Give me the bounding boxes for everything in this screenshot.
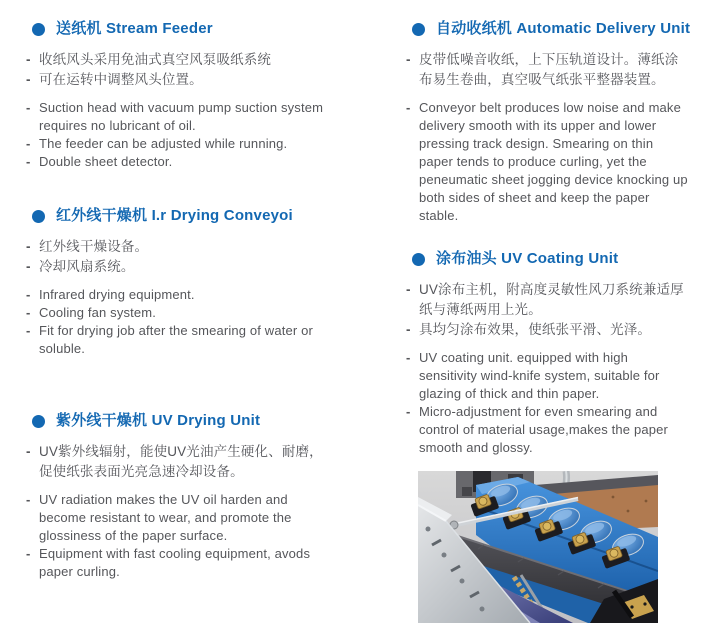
bullet-icon (32, 23, 45, 36)
section-automatic-delivery-unit (406, 20, 691, 225)
section-header (32, 207, 326, 225)
list-item: - UV coating unit. equipped with high sensitivity wind-knife system, suitable for glazing of thick and thin paper. (406, 350, 660, 401)
list-item: - Double sheet detector. (26, 154, 173, 169)
chinese-item-list (406, 280, 688, 340)
dash-marker: - (406, 52, 411, 67)
dash-marker: - (26, 287, 31, 302)
section-stream-feeder (26, 20, 326, 171)
list-item: - Fit for drying job after the smearing of water or soluble. (26, 323, 313, 356)
dash-marker: - (26, 136, 31, 151)
machine-photo (418, 471, 658, 623)
bullet-icon (412, 253, 425, 266)
list-item: - 红外线干燥设备。 (26, 237, 326, 257)
list-item: - 可在运转中调整风头位置。 (26, 70, 326, 90)
section-header (412, 20, 691, 38)
list-item: - 具均匀涂布效果，使纸张平滑、光泽。 (406, 320, 688, 340)
dash-marker: - (26, 52, 31, 67)
list-item: - The feeder can be adjusted while running. (26, 136, 288, 151)
dash-marker: - (26, 239, 31, 254)
list-item: - Equipment with fast cooling equipment, avods paper curling. (26, 546, 311, 579)
left-column (26, 12, 326, 618)
dash-marker: - (26, 72, 31, 87)
chinese-item-list (406, 50, 688, 90)
dash-marker: - (26, 546, 31, 561)
dash-marker: - (26, 154, 31, 169)
english-item-list (26, 491, 326, 581)
dash-marker: - (406, 100, 411, 115)
bullet-icon (412, 23, 425, 36)
section-ir-drying-conveyor (26, 207, 326, 358)
english-item-list (406, 99, 688, 225)
bullet-icon (32, 415, 45, 428)
section-uv-coating-unit (406, 250, 688, 457)
list-item: - UV紫外线辐射，能使UV光油产生硬化、耐磨，促使纸张表面光亮急速冷却设备。 (26, 442, 326, 482)
dash-marker: - (26, 100, 31, 115)
list-item: - Conveyor belt produces low noise and make delivery smooth with its upper and lower pressing track design. Smearing on thin paper tends to produce curling, yet the peneumatic sheet jogging device knocking up both sides of sheet and keep the paper stable. (406, 100, 688, 223)
english-item-list (26, 286, 326, 358)
dash-marker: - (26, 323, 31, 338)
section-title: 自动收纸机 Automatic Delivery Unit (436, 20, 691, 37)
list-item: - 皮带低噪音收纸，上下压轨道设计。薄纸涂布易生卷曲，真空吸气纸张平整器装置。 (406, 50, 688, 90)
list-item: - 收纸风头采用免油式真空风泵吸纸系统 (26, 50, 326, 70)
dash-marker: - (406, 322, 411, 337)
section-header (32, 20, 326, 38)
dash-marker: - (26, 492, 31, 507)
chinese-item-list (26, 50, 326, 90)
list-item: - Cooling fan system. (26, 305, 157, 320)
dash-marker: - (26, 444, 31, 459)
section-header (412, 250, 688, 268)
section-title: 红外线干燥机 I.r Drying Conveyoi (56, 207, 293, 224)
right-column (406, 12, 691, 618)
english-item-list (406, 349, 688, 457)
section-title: 涂布油头 UV Coating Unit (436, 250, 619, 267)
chinese-item-list (26, 237, 326, 277)
dash-marker: - (406, 404, 411, 419)
chinese-item-list (26, 442, 326, 482)
dash-marker: - (26, 305, 31, 320)
list-item: - Suction head with vacuum pump suction system requires no lubricant of oil. (26, 100, 324, 133)
dash-marker: - (26, 259, 31, 274)
section-title: 送纸机 Stream Feeder (56, 20, 213, 37)
bullet-icon (32, 210, 45, 223)
english-item-list (26, 99, 326, 171)
list-item: - UV涂布主机，附高度灵敏性风刀系统兼适厚纸与薄纸两用上光。 (406, 280, 688, 320)
list-item: - Infrared drying equipment. (26, 287, 195, 302)
section-uv-drying-unit (26, 412, 326, 581)
list-item: - 冷却风扇系统。 (26, 257, 326, 277)
dash-marker: - (406, 282, 411, 297)
list-item: - Micro-adjustment for even smearing and control of material usage,makes the paper smooth and glossy. (406, 404, 668, 455)
section-title: 紫外线干燥机 UV Drying Unit (56, 412, 261, 429)
dash-marker: - (406, 350, 411, 365)
section-header (32, 412, 326, 430)
list-item: - UV radiation makes the UV oil harden and become resistant to wear, and promote the glossiness of the paper surface. (26, 492, 292, 543)
